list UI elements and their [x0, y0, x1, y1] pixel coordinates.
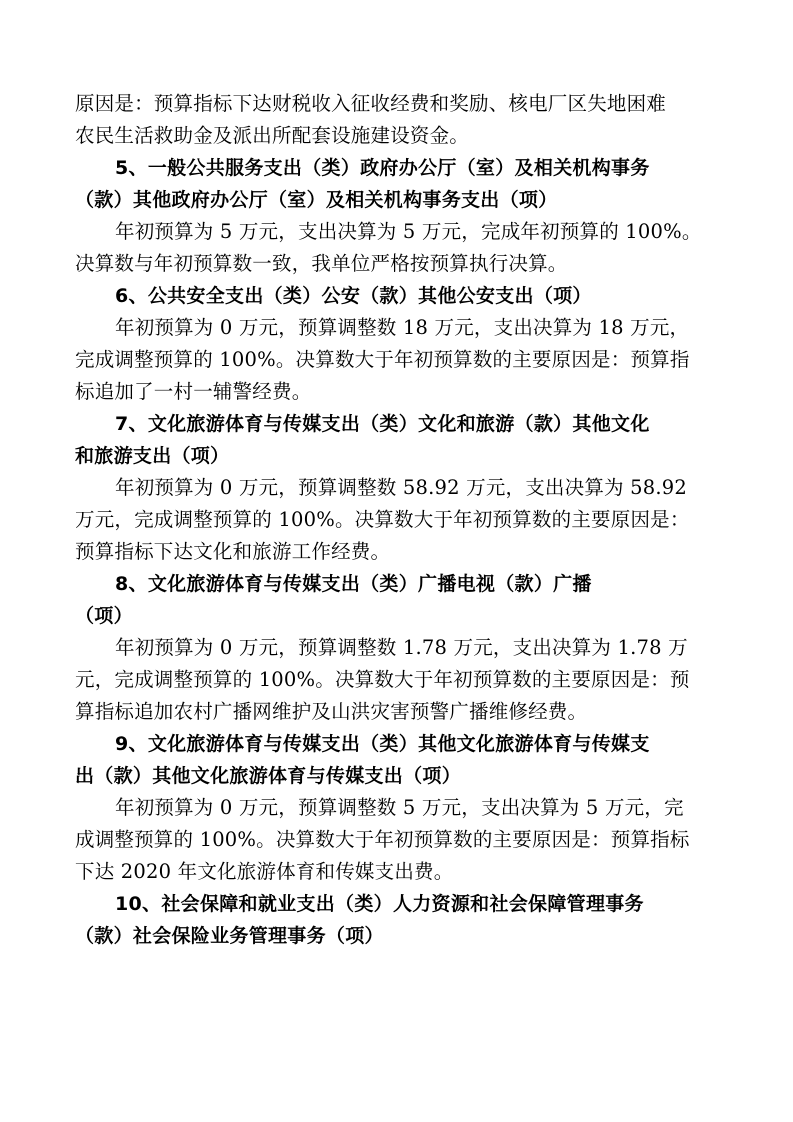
body-line: 预算指标下达文化和旅游工作经费。 — [75, 540, 391, 563]
body-line: 决算数与年初预算数一致，我单位严格按预算执行决算。 — [75, 252, 568, 275]
body-line: 标追加了一村一辅警经费。 — [75, 380, 312, 403]
section-heading-6: 6、公共安全支出（类）公安（款）其他公安支出（项） — [115, 285, 592, 307]
body-line: 下达 2020 年文化旅游体育和传媒支出费。 — [75, 860, 454, 883]
body-line: 农民生活救助金及派出所配套设施建设资金。 — [75, 124, 470, 147]
section-heading-9: 9、文化旅游体育与传媒支出（类）其他文化旅游体育与传媒支 — [115, 733, 650, 755]
body-line: 元，完成调整预算的 100%。决算数大于年初预算数的主要原因是：预 — [75, 668, 690, 691]
body-line: 年初预算为 0 万元，预算调整数 58.92 万元，支出决算为 58.92 — [115, 476, 687, 499]
section-heading-9-cont: 出（款）其他文化旅游体育与传媒支出（项） — [75, 765, 462, 787]
body-line: 算指标追加农村广播网维护及山洪灾害预警广播维修经费。 — [75, 700, 588, 723]
section-heading-10-cont: （款）社会保险业务管理事务（项） — [75, 925, 384, 947]
section-heading-7-cont: 和旅游支出（项） — [75, 445, 230, 467]
body-line: 成调整预算的 100%。决算数大于年初预算数的主要原因是：预算指标 — [75, 828, 690, 851]
body-line: 完成调整预算的 100%。决算数大于年初预算数的主要原因是：预算指 — [75, 348, 690, 371]
body-line: 年初预算为 0 万元，预算调整数 5 万元，支出决算为 5 万元，完 — [115, 796, 684, 819]
body-line: 年初预算为 5 万元，支出决算为 5 万元，完成年初预算的 100%。 — [115, 220, 702, 243]
section-heading-7: 7、文化旅游体育与传媒支出（类）文化和旅游（款）其他文化 — [115, 413, 650, 435]
section-heading-8-cont: （项） — [75, 605, 133, 627]
body-line: 年初预算为 0 万元，预算调整数 18 万元，支出决算为 18 万元， — [115, 316, 690, 339]
section-heading-5-cont: （款）其他政府办公厅（室）及相关机构事务支出（项） — [75, 189, 558, 211]
body-line: 原因是：预算指标下达财税收入征收经费和奖励、核电厂区失地困难 — [75, 92, 667, 115]
body-line: 年初预算为 0 万元，预算调整数 1.78 万元，支出决算为 1.78 万 — [115, 636, 688, 659]
section-heading-5: 5、一般公共服务支出（类）政府办公厅（室）及相关机构事务 — [115, 157, 650, 179]
body-line: 万元，完成调整预算的 100%。决算数大于年初预算数的主要原因是： — [75, 508, 690, 531]
section-heading-10: 10、社会保障和就业支出（类）人力资源和社会保障管理事务 — [115, 893, 644, 915]
section-heading-8: 8、文化旅游体育与传媒支出（类）广播电视（款）广播 — [115, 573, 592, 595]
